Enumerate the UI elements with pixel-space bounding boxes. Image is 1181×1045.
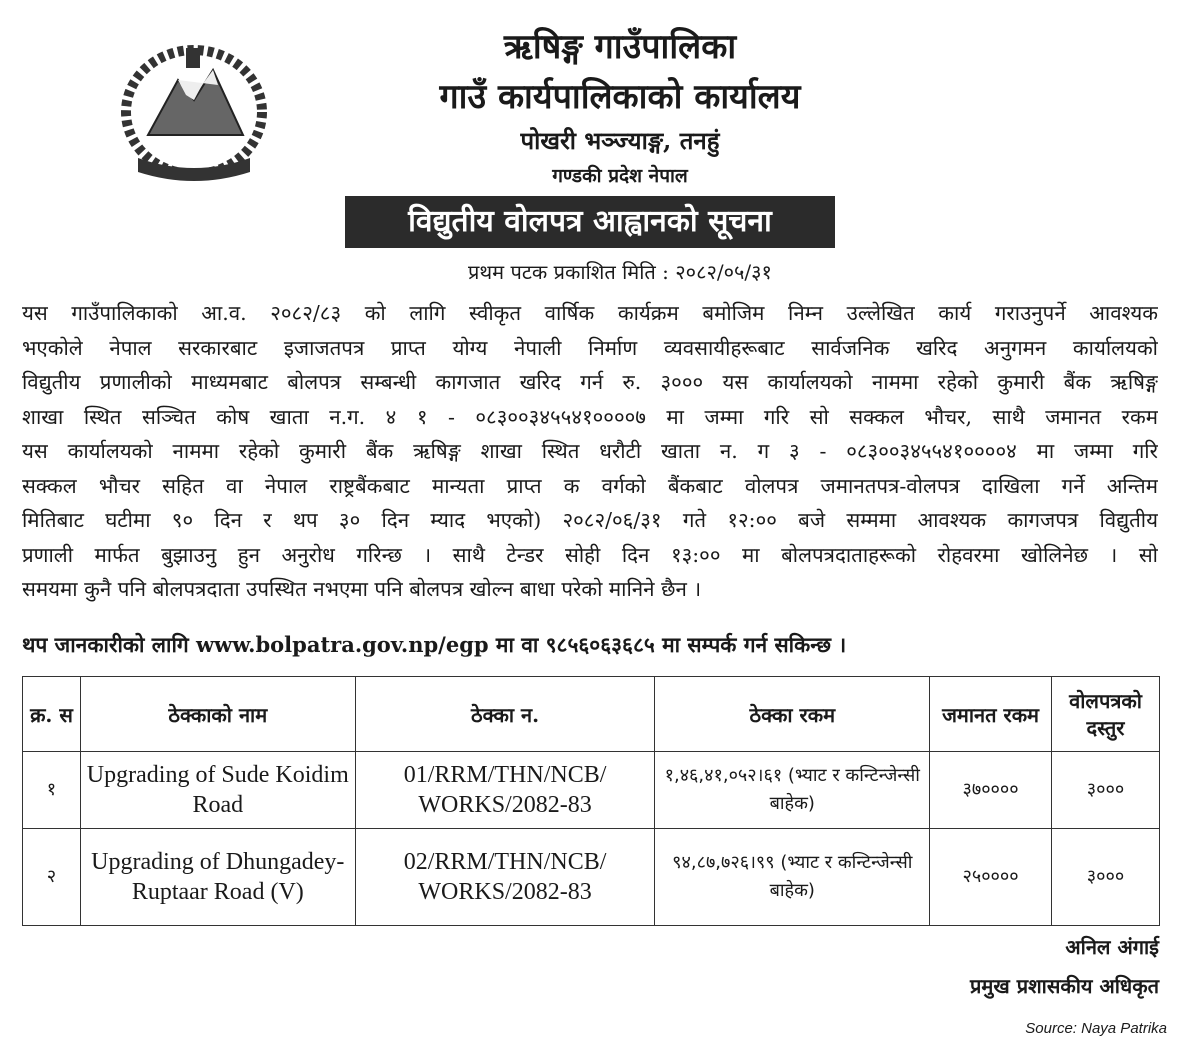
header-contract-no: ठेक्का न. xyxy=(355,677,655,752)
cell-contract-no: 02/RRM/THN/NCB/ WORKS/2082-83 xyxy=(355,829,655,926)
header-contract-name: ठेक्काको नाम xyxy=(80,677,355,752)
cell-contract-amount: ९४,८७,७२६।९९ (भ्याट र कन्टिन्जेन्सी बाहेक) xyxy=(655,829,930,926)
cell-bid-security: २५०००० xyxy=(930,829,1052,926)
source-credit: Source: Naya Patrika xyxy=(1025,1020,1167,1037)
cell-contract-name: Upgrading of Dhungadey-Ruptaar Road (V) xyxy=(80,829,355,926)
cell-contract-amount: १,४६,४१,०५२।६१ (भ्याट र कन्टिन्जेन्सी बाहेक) xyxy=(655,752,930,829)
cell-bid-fee: ३००० xyxy=(1052,752,1160,829)
cell-contract-name: Upgrading of Sude Koidim Road xyxy=(80,752,355,829)
body-line: समयमा कुनै पनि बोलपत्रदाता उपस्थित नभएमा पनि बोलपत्र खोल्न बाधा परेको मानिने छैन । xyxy=(22,577,702,601)
body-line: प्रणाली मार्फत बुझाउनु हुन अनुरोध गरिन्छ । साथै टेन्डर सोही दिन १३:०० मा बोलपत्रदाताहरूको रोहवरमा खोलिनेछ । सो xyxy=(22,542,1158,567)
office-address: पोखरी भञ्ज्याङ्ग, तनहुं xyxy=(520,126,720,155)
cell-bid-security: ३७०००० xyxy=(930,752,1052,829)
municipality-name: ऋषिङ्ग गाउँपालिका xyxy=(503,27,737,67)
contact-line: थप जानकारीको लागि www.bolpatra.gov.np/egp मा वा ९८५६०६३६८५ मा सम्पर्क गर्न सकिन्छ । xyxy=(22,632,847,657)
header-bid-fee: वोलपत्रको दस्तुर xyxy=(1052,677,1160,752)
table-row xyxy=(23,752,1160,829)
cell-bid-fee: ३००० xyxy=(1052,829,1160,926)
body-line: विद्युतीय प्रणालीको माध्यमबाट बोलपत्र सम्बन्धी कागजात खरिद गर्न रु. ३००० यस कार्यालयको नाममा रहेको कुमारी बैंक ऋषिङ्ग xyxy=(22,370,1158,394)
table-header-row xyxy=(23,677,1160,752)
office-name: गाउँ कार्यपालिकाको कार्यालय xyxy=(439,77,801,117)
header-serial: क्र. स xyxy=(23,677,81,752)
signatory-designation: प्रमुख प्रशासकीय अधिकृत xyxy=(970,974,1159,998)
body-line: सक्कल भौचर सहित वा नेपाल राष्ट्रबैंकबाट मान्यता प्राप्त क वर्गको बैंकबाट वोलपत्र जमानतपत्र-वोलपत्र दाखिला गर्ने अन्तिम xyxy=(22,473,1158,498)
notice-body xyxy=(22,296,1158,607)
contracts-table xyxy=(22,676,1160,926)
body-line: यस कार्यालयको नाममा रहेको कुमारी बैंक ऋषिङ्ग शाखा स्थित धरौटी खाता न. ग ३ - ०८३००३४५५४१००००४ मा जम्मा गरि xyxy=(22,439,1158,463)
body-line: यस गाउँपालिकाको आ.व. २०८२/८३ को लागि स्वीकृत वार्षिक कार्यक्रम बमोजिम निम्न उल्लेखित कार्य गराउनुपर्ने आवश्यक xyxy=(22,301,1158,325)
header-contract-amount: ठेक्का रकम xyxy=(655,677,930,752)
cell-serial: १ xyxy=(23,752,81,829)
table-row xyxy=(23,829,1160,926)
province-name: गण्डकी प्रदेश नेपाल xyxy=(552,165,688,187)
cell-serial: २ xyxy=(23,829,81,926)
notice-title: विद्युतीय वोलपत्र आह्वानको सूचना xyxy=(345,196,835,248)
header-bid-security: जमानत रकम xyxy=(930,677,1052,752)
cell-contract-no: 01/RRM/THN/NCB/ WORKS/2082-83 xyxy=(355,752,655,829)
signatory-name: अनिल अंगाई xyxy=(1065,935,1159,959)
body-line: शाखा स्थित सञ्चित कोष खाता न.ग. ४ १ - ०८३००३४५५४१००००७ मा जम्मा गरि सो सक्कल भौचर, साथै जमानत रकम xyxy=(22,404,1158,429)
publish-date: प्रथम पटक प्रकाशित मिति : २०८२/०५/३१ xyxy=(468,260,772,284)
body-line: भएकोले नेपाल सरकारबाट इजाजतपत्र प्राप्त योग्य नेपाली निर्माण व्यवसायीहरूबाट सार्वजनिक खरिद अनुगमन कार्यालयको xyxy=(22,335,1158,360)
nepal-emblem xyxy=(118,40,270,190)
body-line: मितिबाट घटीमा ९० दिन र थप ३० दिन म्याद भएको) २०८२/०६/३१ गते १२:०० बजे सम्ममा आवश्यक कागजपत्र विद्युतीय xyxy=(22,508,1158,532)
